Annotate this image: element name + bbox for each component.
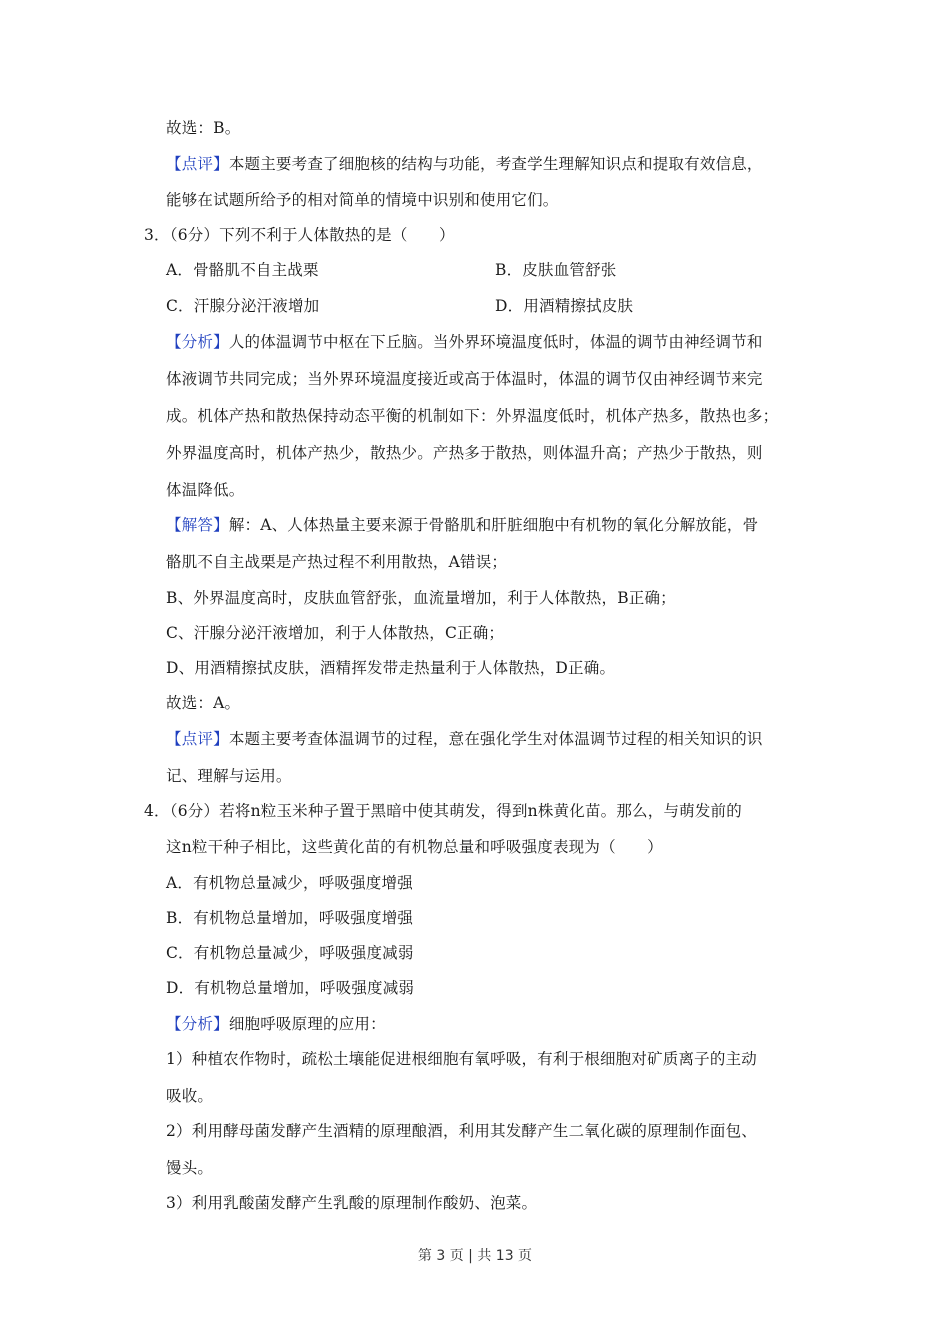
q3-analysis [166,332,763,352]
q3-option-d: D．用酒精擦拭皮肤 [495,297,634,315]
q3-analysis-line: 外界温度高时，机体产热少，散热少。产热多于散热，则体温升高；产热少于散热，则 [166,444,763,462]
review-tag: 【点评】 [166,730,229,748]
review-tag: 【点评】 [166,155,229,173]
page-footer: 第 3 页 | 共 13 页 [417,1248,533,1264]
q3-answer [166,515,758,535]
q4-option-a: A．有机物总量减少，呼吸强度增强 [166,874,413,892]
q4-analysis-line: 3）利用乳酸菌发酵产生乳酸的原理制作酸奶、泡菜。 [166,1194,538,1212]
analysis-text: 人的体温调节中枢在下丘脑。当外界环境温度低时，体温的调节由神经调节和 [228,333,763,351]
q2-choice: 故选：B。 [166,119,241,137]
q4-stem-cont: 这n粒干种子相比，这些黄化苗的有机物总量和呼吸强度表现为（ ） [166,838,663,856]
q3-review [166,729,763,749]
q4-analysis-line: 2）利用酵母菌发酵产生酒精的原理酿酒，利用其发酵产生二氧化碳的原理制作面包、 [166,1122,757,1140]
q4-analysis [166,1014,386,1034]
review-text: 本题主要考查体温调节的过程，意在强化学生对体温调节过程的相关知识的识 [228,730,763,748]
analysis-text: 细胞呼吸原理的应用： [228,1015,386,1033]
q3-review-cont: 记、理解与运用。 [166,767,292,785]
analysis-tag: 【分析】 [166,333,229,351]
q4-option-b: B．有机物总量增加，呼吸强度增强 [166,909,414,927]
q3-option-a: A．骨骼肌不自主战栗 [166,261,319,279]
q2-review [166,154,763,174]
q3-stem: 3．（6分）下列不利于人体散热的是（ ） [144,226,455,244]
q3-answer-line: D、用酒精擦拭皮肤，酒精挥发带走热量利于人体散热，D正确。 [166,659,616,677]
q3-answer-line: 骼肌不自主战栗是产热过程不利用散热，A错误； [166,553,508,571]
q3-answer-line: C、汗腺分泌汗液增加，利于人体散热，C正确； [166,624,505,642]
answer-text: 解：A、人体热量主要来源于骨骼肌和肝脏细胞中有机物的氧化分解放能，骨 [228,516,759,534]
q3-choice: 故选：A。 [166,694,241,712]
q4-stem: 4．（6分）若将n粒玉米种子置于黑暗中使其萌发，得到n株黄化苗。那么，与萌发前的 [144,802,742,820]
q3-answer-line: B、外界温度高时，皮肤血管舒张，血流量增加，利于人体散热，B正确； [166,589,676,607]
q4-option-d: D．有机物总量增加，呼吸强度减弱 [166,979,415,997]
q3-option-b: B．皮肤血管舒张 [495,261,617,279]
q4-option-c: C．有机物总量减少，呼吸强度减弱 [166,944,414,962]
answer-tag: 【解答】 [166,516,229,534]
q2-review-cont: 能够在试题所给予的相对简单的情境中识别和使用它们。 [166,191,559,209]
q4-analysis-line: 吸收。 [166,1087,214,1105]
analysis-tag: 【分析】 [166,1015,229,1033]
q4-analysis-line: 1）种植农作物时，疏松土壤能促进根细胞有氧呼吸，有利于根细胞对矿质离子的主动 [166,1050,757,1068]
q4-analysis-line: 馒头。 [166,1159,214,1177]
q3-analysis-line: 成。机体产热和散热保持动态平衡的机制如下：外界温度低时，机体产热多，散热也多； [166,407,779,425]
review-text: 本题主要考查了细胞核的结构与功能，考查学生理解知识点和提取有效信息， [228,155,763,173]
q3-analysis-line: 体温降低。 [166,481,245,499]
q3-option-c: C．汗腺分泌汗液增加 [166,297,320,315]
q3-analysis-line: 体液调节共同完成；当外界环境温度接近或高于体温时，体温的调节仅由神经调节来完 [166,370,763,388]
